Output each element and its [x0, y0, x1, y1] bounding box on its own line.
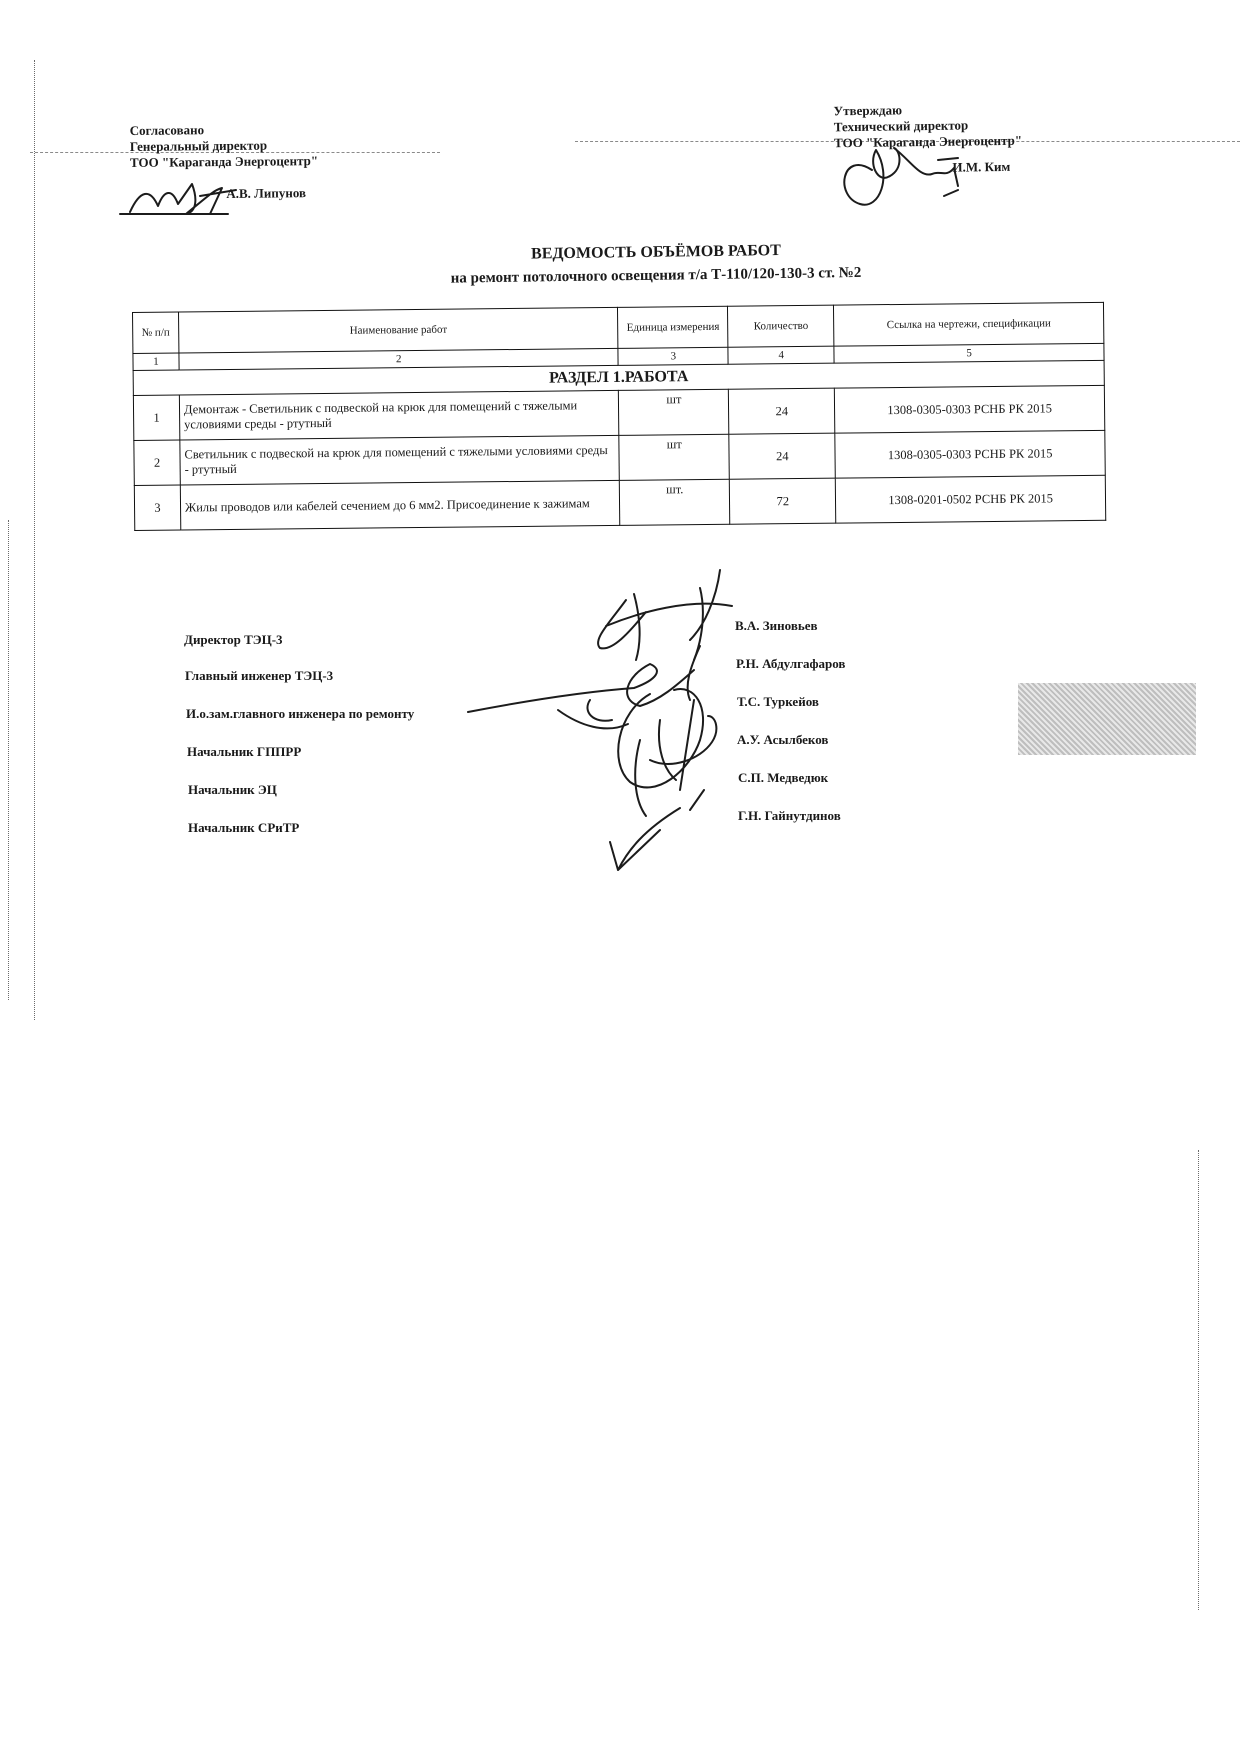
- row-work-name: Жилы проводов или кабелей сечением до 6 мм2. Присоединение к зажимам: [180, 480, 620, 530]
- section-title: РАЗДЕЛ 1.РАБОТА: [133, 360, 1104, 395]
- row-work-name: Светильник с подвеской на крюк для помещений с тяжелыми условиями среды - ртутный: [180, 435, 620, 485]
- gpprr-signature: [635, 716, 716, 816]
- agreed-caption: Согласовано: [129, 122, 205, 138]
- column-number: 3: [618, 347, 728, 365]
- agreed-signature: [120, 184, 236, 214]
- srtr-signature: [558, 710, 628, 728]
- director-signature: [598, 570, 732, 660]
- signatory-position: Главный инженер ТЭЦ-3: [185, 668, 334, 683]
- approved-position: Технический директор: [833, 117, 969, 135]
- signatory-name: Р.Н. Абдулгафаров: [736, 656, 846, 671]
- document-title: ВЕДОМОСТЬ ОБЪЁМОВ РАБОТ: [530, 242, 781, 263]
- signatory-position: Начальник ЭЦ: [188, 782, 277, 797]
- row-reference: 1308-0201-0502 РСНБ РК 2015: [836, 475, 1106, 523]
- ets-signature: [610, 790, 704, 870]
- chief-engineer-signature: [468, 646, 700, 721]
- signatory-position: И.о.зам.главного инженера по ремонту: [186, 706, 415, 721]
- column-number: 5: [834, 343, 1104, 363]
- agreed-position: Генеральный директор: [129, 137, 268, 154]
- header-quantity: Количество: [728, 305, 834, 347]
- signatory-name: Т.С. Туркейов: [737, 694, 819, 709]
- signatory-name: Г.Н. Гайнутдинов: [738, 808, 841, 823]
- row-number: 2: [134, 440, 180, 485]
- signatory-position: Начальник ГППРР: [187, 744, 302, 759]
- repair-deputy-signature: [618, 689, 703, 790]
- header-work-name: Наименование работ: [178, 307, 618, 353]
- row-quantity: 24: [729, 433, 835, 479]
- row-reference: 1308-0305-0303 РСНБ РК 2015: [835, 385, 1105, 433]
- row-number: 1: [133, 395, 179, 440]
- agreed-company: ТОО "Караганда Энергоцентр": [129, 153, 319, 170]
- column-number: 4: [728, 346, 834, 364]
- approved-signer: И.М. Ким: [952, 158, 1011, 175]
- header-number: № п/п: [133, 312, 179, 353]
- row-unit: шт: [619, 434, 729, 480]
- row-quantity: 24: [729, 388, 835, 434]
- header-reference: Ссылка на чертежи, спецификации: [834, 302, 1104, 346]
- approved-caption: Утверждаю: [833, 102, 903, 119]
- row-reference: 1308-0305-0303 РСНБ РК 2015: [835, 430, 1105, 478]
- signatory-position: Начальник СРиТР: [188, 820, 300, 835]
- row-unit: шт: [619, 389, 729, 435]
- row-quantity: 72: [730, 478, 836, 524]
- row-work-name: Демонтаж - Светильник с подвеской на крюк для помещений с тяжелыми условиями среды - ртутный: [179, 390, 619, 440]
- agreed-signer: А.В. Липунов: [226, 185, 307, 201]
- column-number: 1: [133, 353, 179, 370]
- row-number: 3: [134, 485, 180, 530]
- row-unit: шт.: [620, 479, 730, 525]
- signatory-position: Директор ТЭЦ-3: [184, 632, 283, 647]
- approved-company: ТОО "Караганда Энергоцентр": [833, 132, 1023, 151]
- approved-signature: [844, 148, 958, 205]
- signatory-name: В.А. Зиновьев: [735, 618, 818, 633]
- document-subtitle: на ремонт потолочного освещения т/а Т-110/120-130-3 ст. №2: [450, 264, 862, 287]
- column-number: 2: [179, 348, 619, 370]
- signatory-name: А.У. Асылбеков: [737, 732, 829, 747]
- signatory-name: С.П. Медведюк: [738, 770, 829, 785]
- header-unit: Единица измерения: [618, 306, 728, 348]
